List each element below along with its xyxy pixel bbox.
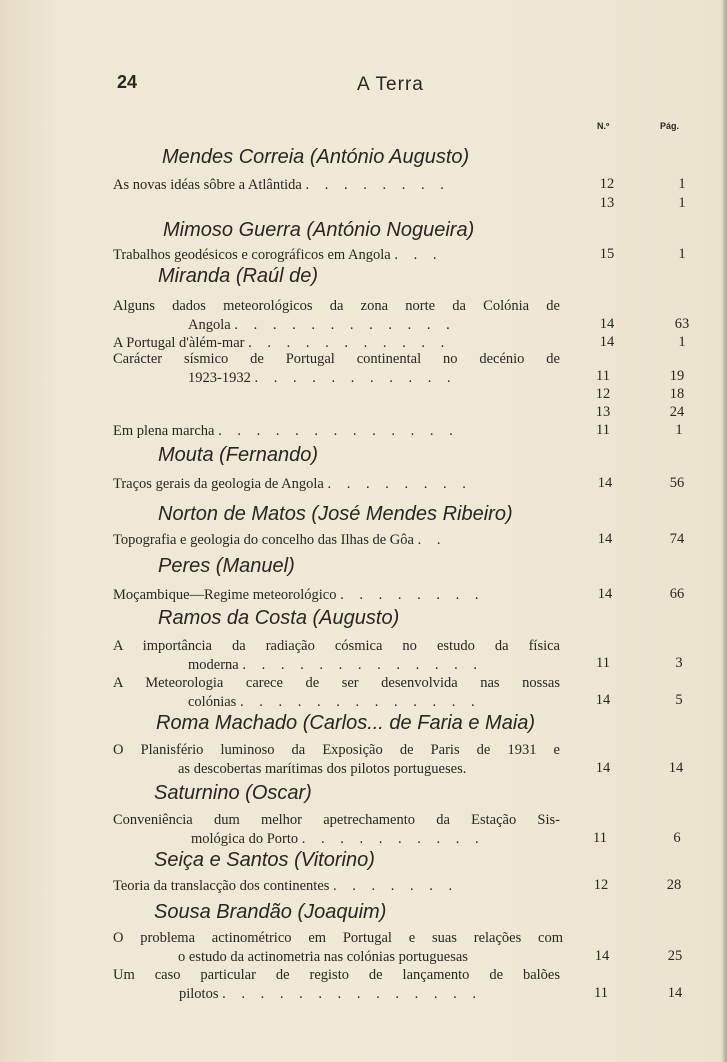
bibliography-entry: Um caso particular de registo de lançamento de balões pilotos . . . . . . . . . . . . . . (113, 967, 560, 1002)
entry-page: 1 (678, 246, 686, 262)
entry-page: 28 (666, 877, 682, 893)
author-heading: Mimoso Guerra (António Nogueira) (163, 219, 475, 241)
bibliography-entry: Topografia e geologia do concelho das Ilhas de Gôa . . (113, 532, 447, 548)
entry-page: 6 (673, 830, 681, 846)
bibliography-entry: Moçambique—Regime meteorológico . . . . . . . . (113, 587, 485, 603)
entry-page: 1 (678, 334, 686, 350)
entry-number: 14 (599, 334, 615, 350)
entry-number: 14 (597, 531, 613, 547)
author-heading: Sousa Brandão (Joaquim) (154, 901, 387, 923)
entry-page: 14 (667, 985, 683, 1001)
entry-number: 11 (594, 985, 608, 1001)
entry-page: 1 (678, 176, 686, 192)
entry-number: 14 (599, 316, 615, 332)
entry-number: 13 (599, 195, 615, 211)
entry-number: 14 (595, 760, 611, 776)
page-number: 24 (117, 72, 138, 92)
entry-page: 19 (669, 368, 685, 384)
author-heading: Mouta (Fernando) (158, 444, 319, 466)
entry-page: 56 (669, 475, 685, 491)
entry-page: 25 (667, 948, 683, 964)
bibliography-entry: Em plena marcha . . . . . . . . . . . . . (113, 423, 459, 439)
entry-page: 63 (674, 316, 690, 332)
entry-number: 12 (595, 386, 611, 402)
author-heading: Miranda (Raúl de) (158, 265, 319, 287)
bibliography-entry: A Meteorologia carece de ser desenvolvida nas nossas colónias . . . . . . . . . . . . . (113, 675, 560, 710)
entry-number: 14 (597, 586, 613, 602)
entry-page: 18 (669, 386, 685, 402)
entry-number: 14 (594, 948, 610, 964)
entry-number: 13 (595, 404, 611, 420)
running-title: A Terra (357, 74, 424, 95)
author-heading: Mendes Correia (António Augusto) (162, 146, 470, 168)
page-edge-shadow (721, 0, 727, 1062)
bibliography-entry: Carácter sísmico de Portugal continental no decénio de 1923-1932 . . . . . . . . . . . (113, 351, 560, 386)
entry-number: 11 (596, 422, 610, 438)
author-heading: Norton de Matos (José Mendes Ribeiro) (158, 503, 513, 525)
entry-page: 24 (669, 404, 685, 420)
entry-number: 11 (593, 830, 607, 846)
bibliography-entry: A importância da radiação cósmica no estudo da física moderna . . . . . . . . . . . . . (113, 638, 560, 673)
entry-number: 11 (596, 368, 610, 384)
author-heading: Roma Machado (Carlos... de Faria e Maia) (156, 712, 536, 734)
entry-number: 14 (595, 692, 611, 708)
column-header-page: Pág. (660, 121, 680, 131)
bibliography-entry: Conveniência dum melhor apetrechamento da Estação Sis- mológica do Porto . . . . . . . . . . (113, 812, 560, 847)
entry-page: 74 (669, 531, 685, 547)
author-heading: Saturnino (Oscar) (154, 782, 312, 804)
entry-number: 14 (597, 475, 613, 491)
entry-number: 11 (596, 655, 610, 671)
bibliography-entry: Trabalhos geodésicos e corográficos em Angola . . . (113, 247, 443, 263)
entry-number: 15 (599, 246, 615, 262)
bibliography-entry: A Portugal d'àlém-mar . . . . . . . . . . . (113, 335, 451, 351)
entry-page: 66 (669, 586, 685, 602)
bibliography-entry: As novas idéas sôbre a Atlântida . . . . . . . . (113, 177, 450, 193)
entry-page: 5 (675, 692, 683, 708)
author-heading: Seiça e Santos (Vitorino) (154, 849, 375, 871)
bibliography-entry: Alguns dados meteorológicos da zona norte da Colónia de Angola . . . . . . . . . . . . (113, 298, 560, 333)
bibliography-entry: Teoria da translacção dos continentes . . . . . . . (113, 878, 459, 894)
entry-page: 14 (668, 760, 684, 776)
bibliography-entry: Traços gerais da geologia de Angola . . . . . . . . (113, 476, 472, 492)
column-header-number: N.º (597, 121, 610, 131)
entry-number: 12 (593, 877, 609, 893)
entry-page: 3 (675, 655, 683, 671)
bibliography-entry: O Planisfério luminoso da Exposição de Paris de 1931 e as descobertas marítimas dos pilotos portugueses. (113, 742, 560, 777)
entry-page: 1 (678, 195, 686, 211)
entry-page: 1 (675, 422, 683, 438)
entry-number: 12 (599, 176, 615, 192)
author-heading: Ramos da Costa (Augusto) (158, 607, 400, 629)
bibliography-entry: O problema actinométrico em Portugal e suas relações com o estudo da actinometria nas colónias portuguesas (113, 930, 563, 965)
author-heading: Peres (Manuel) (158, 555, 295, 577)
